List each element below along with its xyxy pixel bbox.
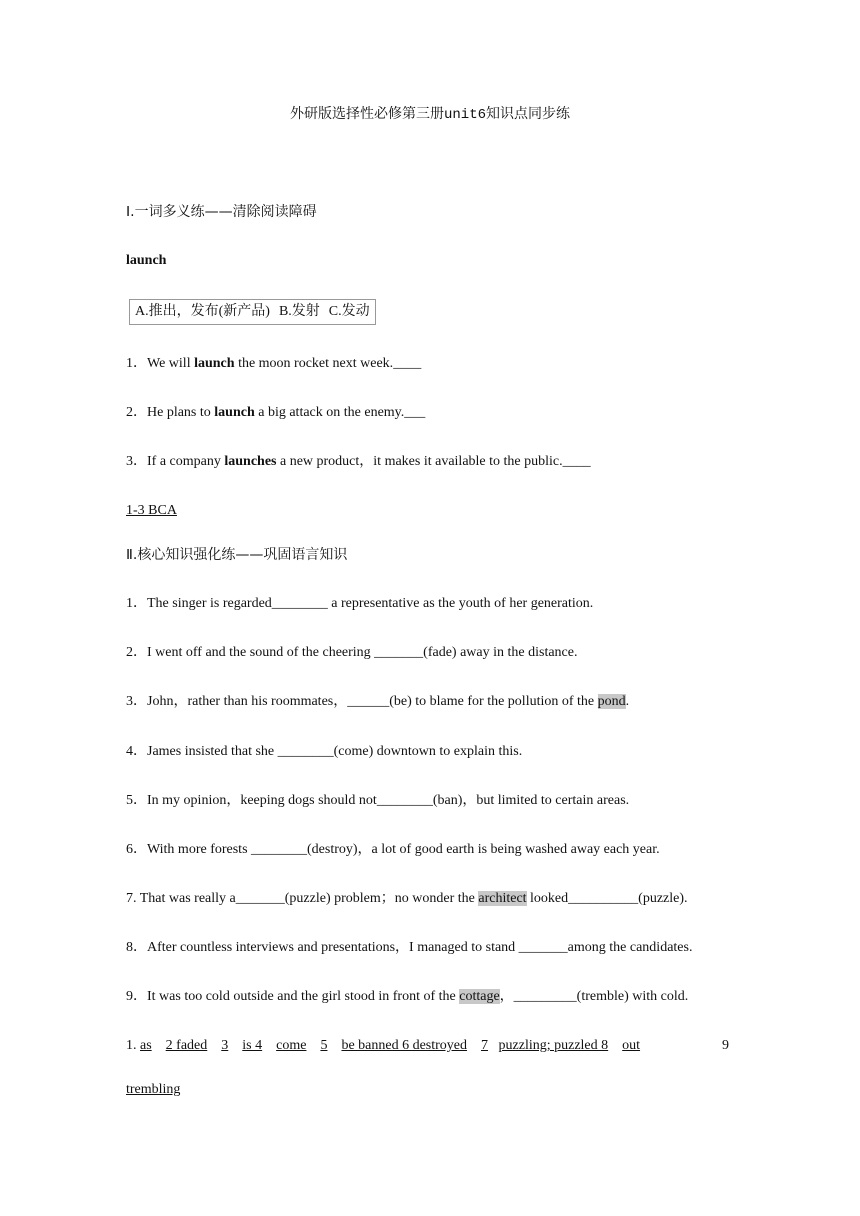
option-c: C.发动 bbox=[328, 304, 370, 319]
s1-item-2: 2．He plans to launch a big attack on the enemy.___ bbox=[126, 405, 426, 420]
s1-item-1: 1．We will launch the moon rocket next week.____ bbox=[126, 356, 422, 371]
s2-item-6: 6．With more forests ________(destroy)，a lot of good earth is being washed away each year. bbox=[126, 842, 660, 857]
s2-item-9: 9．It was too cold outside and the girl stood in front of the cottage，_________(tremble) with cold. bbox=[126, 989, 689, 1004]
highlight-word: cottage bbox=[459, 989, 500, 1004]
s2-item-3: 3．John，rather than his roommates，______(be) to blame for the pollution of the pond. bbox=[126, 694, 630, 709]
s2-item-4: 4．James insisted that she ________(come) downtown to explain this. bbox=[126, 744, 523, 759]
option-b: B.发射 bbox=[278, 304, 320, 319]
s2-item-5: 5．In my opinion，keeping dogs should not________(ban)，but limited to certain areas. bbox=[126, 793, 630, 808]
s2-item-8: 8．After countless interviews and presentations，I managed to stand _______among the candidates. bbox=[126, 940, 693, 955]
s2-item-2: 2．I went off and the sound of the cheering _______(fade) away in the distance. bbox=[126, 645, 578, 660]
s2-answer-line-1: 1. as 2 faded 3 is 4 come 5 be banned 6 destroyed 7 puzzling; puzzled 8 out bbox=[126, 1038, 641, 1053]
target-word: launch bbox=[126, 253, 167, 268]
s2-answer-line-2: trembling bbox=[126, 1082, 181, 1097]
s2-item-7: 7. That was really a_______(puzzle) problem；no wonder the architect looked__________(puzzle). bbox=[126, 891, 688, 906]
s2-answer-9-num: 9 bbox=[722, 1038, 729, 1053]
highlight-word: architect bbox=[478, 891, 527, 906]
options-box bbox=[129, 299, 376, 325]
page-title: 外研版选择性必修第三册unit6知识点同步练 bbox=[289, 106, 570, 123]
s1-answer: 1-3 BCA bbox=[126, 503, 177, 518]
highlight-word: pond bbox=[597, 694, 626, 709]
option-a: A.推出，发布(新产品) bbox=[135, 304, 270, 319]
s1-item-3: 3．If a company launches a new product，it makes it available to the public.____ bbox=[126, 454, 591, 469]
section1-heading: Ⅰ.一词多义练——清除阅读障碍 bbox=[126, 204, 317, 220]
section2-heading: Ⅱ.核心知识强化练——巩固语言知识 bbox=[126, 547, 348, 563]
s2-item-1: 1．The singer is regarded________ a representative as the youth of her generation. bbox=[126, 596, 594, 611]
